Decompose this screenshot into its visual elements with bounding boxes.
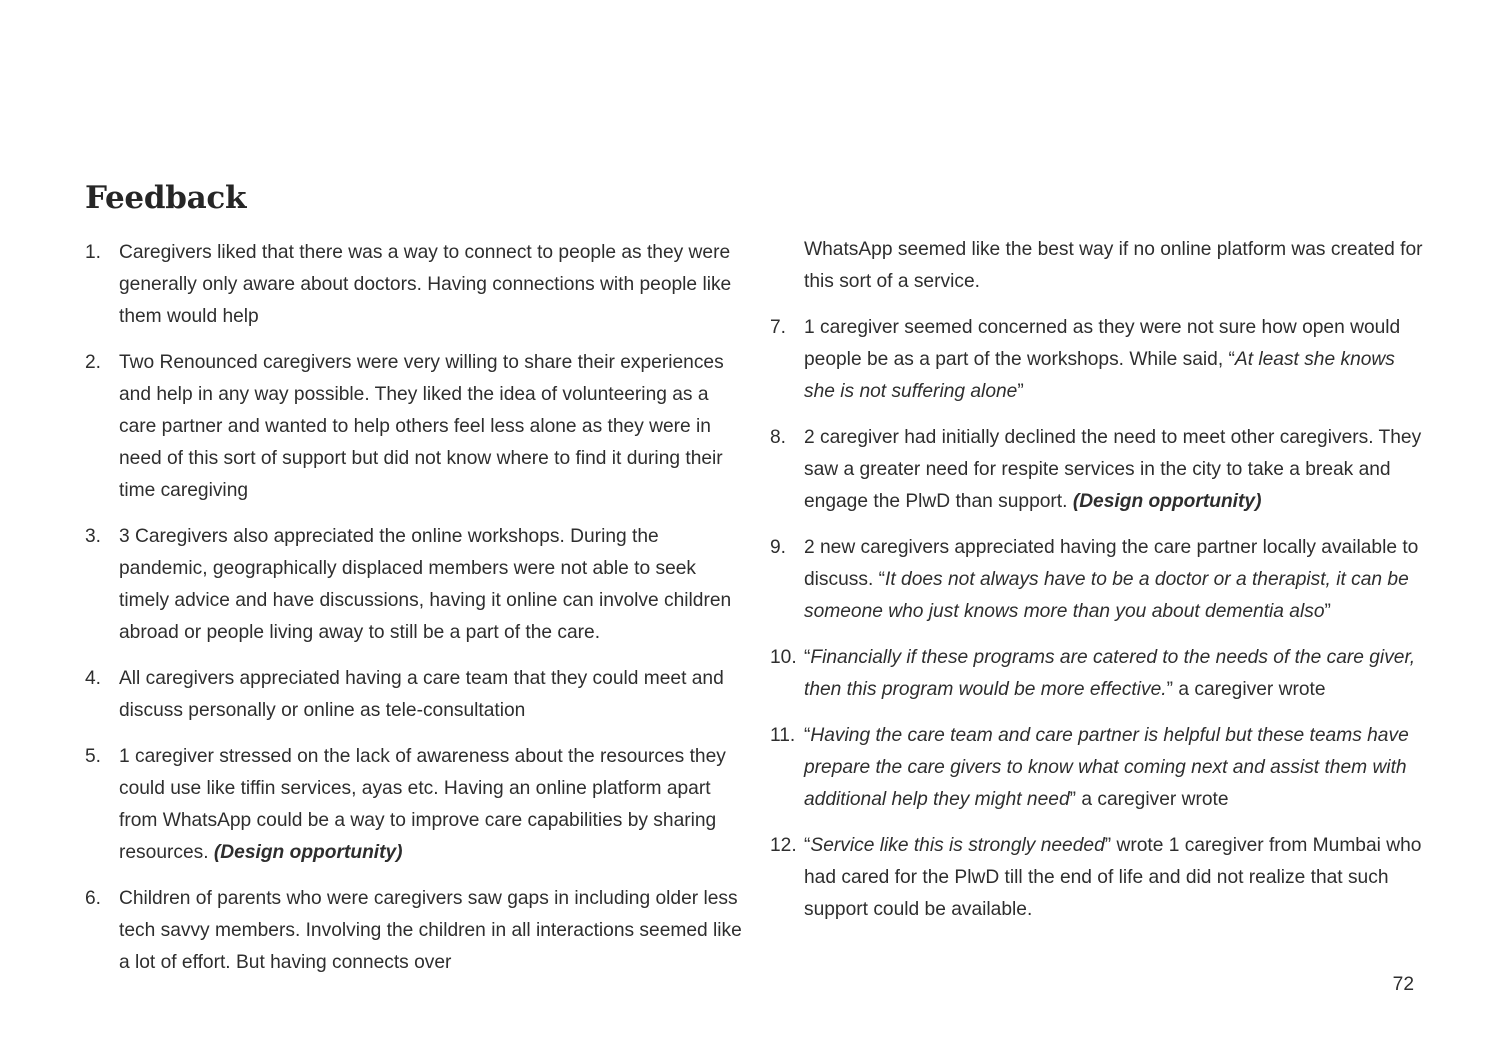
feedback-item xyxy=(85,663,745,727)
item-number: 2. xyxy=(85,352,102,373)
item-number: 6. xyxy=(85,888,102,909)
feedback-item xyxy=(85,741,745,869)
right-column xyxy=(770,234,1430,940)
feedback-item xyxy=(770,720,1430,816)
feedback-item xyxy=(770,422,1430,518)
design-opportunity-label: (Design opportunity) xyxy=(213,842,403,863)
quote-text: Service like this is strongly needed xyxy=(810,835,1105,856)
item-text: 1 caregiver stressed on the lack of awareness about the resources they could use like tiffin services, ayas etc. Having an online platform apart from WhatsApp could be a way to improve care capabilities by sharing resources. xyxy=(119,746,726,863)
feedback-item xyxy=(85,883,745,979)
item-number: 9. xyxy=(770,537,787,558)
item-number: 10. xyxy=(770,647,797,668)
item-text: 3 Caregivers also appreciated the online workshops. During the pandemic, geographically displaced members were not able to seek timely advice and have discussions, having it online can involve children abroad or people living away to still be a part of the care. xyxy=(119,526,732,643)
item-text: ” xyxy=(1017,381,1024,402)
item-text: Two Renounced caregivers were very willing to share their experiences and help in any way possible. They liked the idea of volunteering as a care partner and wanted to help others feel less alone as they were in need of this sort of support but did not know where to find it during their time caregiving xyxy=(119,352,724,501)
item-text: 2 new caregivers appreciated having the care partner locally available to discuss. “ xyxy=(804,537,1419,590)
item-text: “ xyxy=(804,647,811,668)
item-text: All caregivers appreciated having a care team that they could meet and discuss personally or online as tele-consultation xyxy=(119,668,724,721)
design-opportunity-label: (Design opportunity) xyxy=(1072,491,1262,512)
item-number: 7. xyxy=(770,317,787,338)
item-number: 3. xyxy=(85,526,102,547)
item-text: ” a caregiver wrote xyxy=(1166,679,1326,700)
item-text: Children of parents who were caregivers saw gaps in including older less tech savvy members. Involving the children in all interactions seemed like a lot of effort. But having connects over xyxy=(119,888,742,973)
feedback-item xyxy=(85,347,745,507)
feedback-item xyxy=(85,521,745,649)
item-text: “ xyxy=(804,835,811,856)
item-number: 12. xyxy=(770,835,797,856)
item-number: 11. xyxy=(770,725,796,746)
item-text: ” wrote 1 caregiver from Mumbai who had cared for the PlwD till the end of life and did not realize that such support could be available. xyxy=(804,835,1422,920)
feedback-item xyxy=(770,830,1430,926)
item-text: “ xyxy=(804,725,811,746)
item-number: 1. xyxy=(85,242,102,263)
left-column xyxy=(85,237,745,993)
quote-text: Having the care team and care partner is helpful but these teams have prepare the care givers to know what coming next and assist them with additional help they might need xyxy=(804,725,1409,810)
quote-text: It does not always have to be a doctor or a therapist, it can be someone who just knows more than you about dementia also xyxy=(804,569,1409,622)
item-text: 1 caregiver seemed concerned as they were not sure how open would people be as a part of the workshops. While said, “ xyxy=(804,317,1401,370)
item-number: 4. xyxy=(85,668,102,689)
item-text: ” xyxy=(1324,601,1331,622)
feedback-item xyxy=(770,312,1430,408)
page-number: 72 xyxy=(1392,974,1414,995)
feedback-item xyxy=(770,532,1430,628)
item-continuation: WhatsApp seemed like the best way if no online platform was created for this sort of a service. xyxy=(804,239,1423,292)
quote-text: At least she knows she is not suffering alone xyxy=(804,349,1395,402)
feedback-item xyxy=(770,642,1430,706)
item-text: Caregivers liked that there was a way to connect to people as they were generally only aware about doctors. Having connections with people like them would help xyxy=(119,242,732,327)
item-number: 5. xyxy=(85,746,102,767)
item-text: ” a caregiver wrote xyxy=(1069,789,1229,810)
page-title: Feedback xyxy=(85,180,247,216)
item-text: 2 caregiver had initially declined the need to meet other caregivers. They saw a greater need for respite services in the city to take a break and engage the PlwD than support. xyxy=(804,427,1422,512)
item-number: 8. xyxy=(770,427,787,448)
quote-text: Financially if these programs are catered to the needs of the care giver, then this program would be more effective. xyxy=(804,647,1416,700)
feedback-item xyxy=(85,237,745,333)
